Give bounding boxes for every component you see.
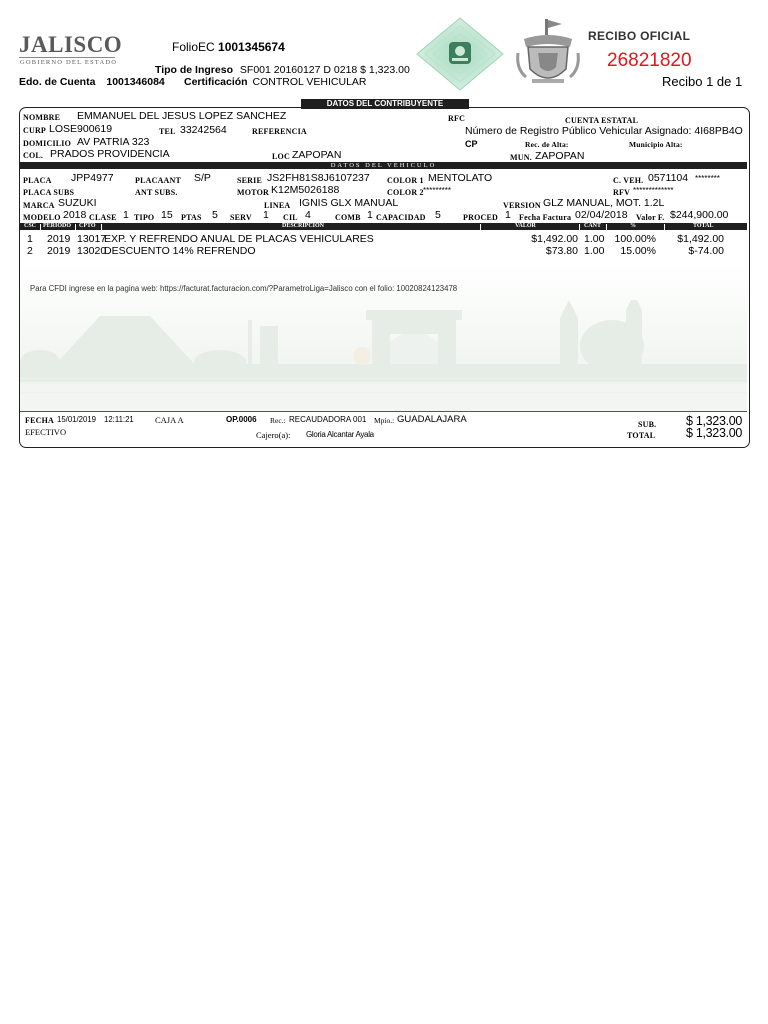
col-valor: VALOR <box>515 223 536 229</box>
modelo-value: 2018 <box>63 209 87 221</box>
cajero-value: Gloria Alcantar Ayala <box>306 430 374 439</box>
placa-ant-label: PLACAANT <box>135 176 182 185</box>
certificacion <box>184 76 367 88</box>
logo-divider <box>19 57 115 58</box>
tipo-ingreso <box>155 64 410 76</box>
row-descripcion: EXP. Y REFRENDO ANUAL DE PLACAS VEHICULARES <box>104 233 374 245</box>
jalisco-logo <box>19 32 122 58</box>
mun-label: MUN. <box>510 153 532 162</box>
caja-label: CAJA A <box>155 415 184 425</box>
serie-label: SERIE <box>237 176 263 185</box>
row-valor: $1,492.00 <box>531 233 578 245</box>
row-descripcion: DESCUENTO 14% REFRENDO <box>104 245 256 257</box>
fecha-factura-label: Fecha Factura <box>519 213 572 222</box>
domicilio-label: DOMICILIO <box>23 139 72 148</box>
cveh-mask: ******** <box>695 174 720 183</box>
row-csc: 1 <box>27 233 33 245</box>
version-label: VERSION <box>503 201 541 210</box>
row-pct: 15.00% <box>620 245 656 257</box>
col-label: COL. <box>23 151 44 160</box>
comb-label: COMB <box>335 213 361 222</box>
sub-value: $ 1,323.00 <box>686 414 743 428</box>
cajero-label: Cajero(a): <box>256 430 291 440</box>
rec-label: Rec.: <box>270 416 286 425</box>
cil-label: CIL <box>283 213 298 222</box>
color1-value: MENTOLATO <box>428 172 493 184</box>
row-csc: 2 <box>27 245 33 257</box>
jalisco-logo-text: JALISCO <box>19 32 123 57</box>
row-periodo: 2019 <box>47 233 71 245</box>
op-value: 0006 <box>238 415 257 424</box>
serie-value: JS2FH81S8J6107237 <box>267 172 370 184</box>
coat-of-arms-icon <box>514 17 582 89</box>
registro-vehicular: Número de Registro Público Vehicular Asignado: 4I68PB4O <box>465 125 743 137</box>
row-valor: $73.80 <box>545 245 578 257</box>
folio <box>172 40 285 54</box>
comb-value: 1 <box>367 209 373 221</box>
placa-subs-label: PLACA SUBS <box>23 188 75 197</box>
col-periodo: PERIODO <box>43 223 72 229</box>
row-cpto: 13020 <box>77 245 107 257</box>
certificacion-label: Certificación <box>184 76 248 88</box>
marca-value: SUZUKI <box>58 197 97 209</box>
col-descripcion: DESCRIPCION <box>282 223 325 229</box>
ptas-value: 5 <box>212 209 218 221</box>
row-cant: 1.00 <box>584 245 605 257</box>
linea-value: IGNIS GLX MANUAL <box>299 197 399 209</box>
landmarks-watermark-icon <box>20 300 747 412</box>
watermark-stripe <box>20 392 747 393</box>
proced-value: 1 <box>505 209 511 221</box>
row-total: $1,492.00 <box>677 233 724 245</box>
tipo-value: 15 <box>161 209 173 221</box>
mpio-value: GUADALAJARA <box>397 414 467 425</box>
tipo-label: TIPO <box>134 213 155 222</box>
rec-alta-label: Rec. de Alta: <box>525 140 569 149</box>
row-cant: 1.00 <box>584 233 605 245</box>
cil-value: 4 <box>305 209 311 221</box>
cuenta-estatal-label: CUENTA ESTATAL <box>565 116 639 125</box>
modelo-label: MODELO <box>23 213 61 222</box>
rfv-value: ************* <box>633 186 674 195</box>
edo-cuenta-label: Edo. de Cuenta <box>19 76 96 88</box>
color1-label: COLOR 1 <box>387 176 424 185</box>
col-cant: CANT <box>584 223 602 229</box>
logo-subtitle: GOBIERNO DEL ESTADO <box>20 59 118 66</box>
tipo-ingreso-label: Tipo de Ingreso <box>155 64 233 76</box>
col-divider <box>75 224 76 230</box>
tel-label: TEL <box>159 127 176 136</box>
col-total: TOTAL <box>693 223 714 229</box>
cveh-value: 0571104 <box>648 172 689 184</box>
serv-label: SERV <box>230 213 252 222</box>
op-label: OP. <box>226 415 239 424</box>
hora-value: 12:11:21 <box>104 415 134 424</box>
contribuyente-header: DATOS DEL CONTRIBUYENTE <box>301 99 469 109</box>
tel-value: 33242564 <box>180 124 227 136</box>
referencia-label: REFERENCIA <box>252 127 307 136</box>
conceptos-header <box>20 223 747 230</box>
col-divider <box>664 224 665 230</box>
col-divider <box>606 224 607 230</box>
motor-label: MOTOR <box>237 188 269 197</box>
col-divider <box>40 224 41 230</box>
domicilio-value: AV PATRIA 323 <box>77 136 150 148</box>
col-pct: % <box>630 223 636 229</box>
cfdi-note: Para CFDI ingrese en la pagina web: https://facturat.facturacion.com/?ParametroLiga=Jalisco con el folio: 10020824123478 <box>30 284 458 293</box>
edo-cuenta-value: 1001346084 <box>106 76 165 88</box>
total-label: TOTAL <box>627 431 656 440</box>
capacidad-value: 5 <box>435 209 441 221</box>
clase-label: CLASE <box>89 213 117 222</box>
col-divider <box>579 224 580 230</box>
edo-cuenta <box>19 76 165 88</box>
row-total: $-74.00 <box>688 245 724 257</box>
tipo-ingreso-value: SF001 20160127 D 0218 $ 1,323.00 <box>239 64 410 76</box>
rfc-label: RFC <box>448 114 466 123</box>
fecha-label: FECHA <box>25 416 54 425</box>
fecha-factura-value: 02/04/2018 <box>575 209 628 221</box>
recibo-oficial-title: RECIBO OFICIAL <box>588 29 691 43</box>
municipio-value: ZAPOPAN <box>535 150 585 162</box>
serv-value: 1 <box>263 209 269 221</box>
motor-value: K12M5026188 <box>271 184 340 196</box>
color2-label: COLOR 2 <box>387 188 424 197</box>
valor-f-label: Valor F. <box>636 213 665 222</box>
colonia-value: PRADOS PROVIDENCIA <box>50 148 170 160</box>
rfv-label: RFV <box>613 188 631 197</box>
fecha-value: 15/01/2019 <box>57 415 97 424</box>
row-periodo: 2019 <box>47 245 71 257</box>
valor-f-value: $244,900.00 <box>670 209 729 221</box>
linea-label: LINEA <box>264 201 291 210</box>
localidad-value: ZAPOPAN <box>292 149 342 161</box>
sub-label: SUB. <box>638 420 657 429</box>
hologram-seal-icon <box>415 16 505 92</box>
col-csc: CSC <box>24 223 37 229</box>
cp-label: CP <box>465 139 478 149</box>
vehiculo-header: DATOS DEL VEHICULO <box>20 162 747 169</box>
curp-value: LOSE900619 <box>49 123 113 135</box>
placa-value: JPP4977 <box>71 172 114 184</box>
certificacion-value: CONTROL VEHICULAR <box>252 76 367 88</box>
nombre-label: NOMBRE <box>23 113 61 122</box>
col-cpto: CPTO <box>79 223 96 229</box>
cveh-label: C. VEH. <box>613 176 644 185</box>
recibo-number: 26821820 <box>607 50 692 71</box>
municipio-alta-label: Municipio Alta: <box>629 140 683 149</box>
placa-label: PLACA <box>23 176 52 185</box>
ant-subs-label: ANT SUBS. <box>135 188 178 197</box>
loc-label: LOC <box>272 152 290 161</box>
col-divider <box>480 224 481 230</box>
row-cpto: 13017 <box>77 233 107 245</box>
recibo-page: Recibo 1 de 1 <box>662 74 743 89</box>
watermark-stripe <box>20 378 747 379</box>
placa-ant-value: S/P <box>194 172 211 184</box>
col-divider <box>101 224 102 230</box>
row-pct: 100.00% <box>614 233 656 245</box>
curp-label: CURP <box>23 126 47 135</box>
folio-label: FolioEC <box>172 40 215 54</box>
capacidad-label: CAPACIDAD <box>376 213 426 222</box>
ptas-label: PTAS <box>181 213 202 222</box>
folio-value: 1001345674 <box>218 40 285 54</box>
total-value: $ 1,323.00 <box>686 426 743 440</box>
version-value: GLZ MANUAL, MOT. 1.2L <box>543 197 665 209</box>
marca-label: MARCA <box>23 201 55 210</box>
footer-divider <box>20 411 747 412</box>
mpio-label: Mpio.: <box>374 416 395 425</box>
proced-label: PROCED <box>463 213 498 222</box>
op <box>226 415 257 424</box>
color2-value: ********* <box>423 186 452 195</box>
forma-pago: EFECTIVO <box>25 427 67 437</box>
rec-value: RECAUDADORA 001 <box>289 415 367 424</box>
clase-value: 1 <box>123 209 129 221</box>
nombre-value: EMMANUEL DEL JESUS LOPEZ SANCHEZ <box>77 110 287 122</box>
